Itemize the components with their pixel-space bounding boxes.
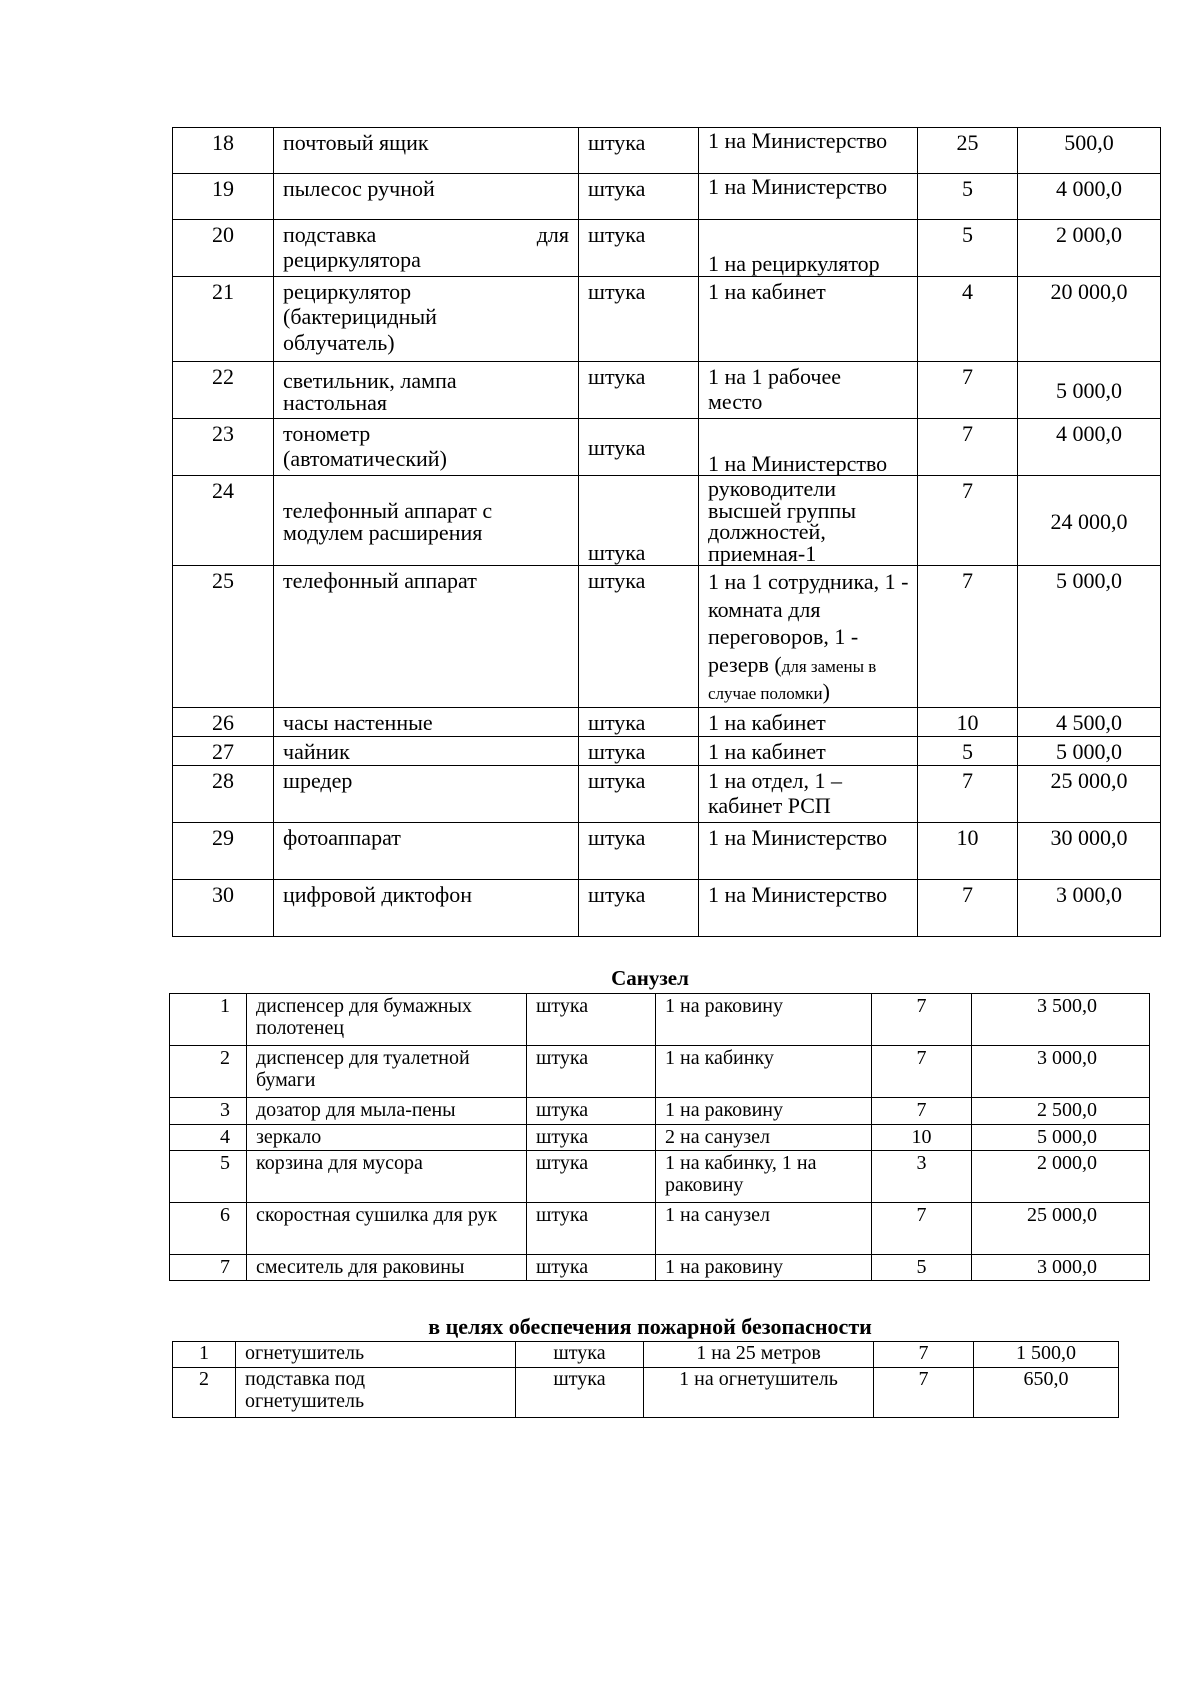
item-norm: 1 на кабинет	[699, 708, 918, 737]
item-price: 3 000,0	[1018, 880, 1161, 937]
table-row	[173, 766, 1161, 823]
item-price: 2 000,0	[1018, 220, 1161, 277]
item-price: 25 000,0	[972, 1203, 1150, 1255]
item-price: 30 000,0	[1018, 823, 1161, 880]
item-service-years: 25	[918, 128, 1018, 174]
item-unit: штука	[579, 419, 699, 476]
item-service-years: 7	[872, 1098, 972, 1125]
item-unit: штука	[579, 277, 699, 362]
item-unit: штука	[579, 566, 699, 708]
item-norm: 1 на Министерство	[699, 174, 918, 220]
item-norm: 1 на Министерство	[699, 419, 918, 476]
item-price: 5 000,0	[1018, 362, 1161, 419]
table-row	[170, 1203, 1150, 1255]
item-service-years: 7	[874, 1342, 974, 1368]
item-name: тонометр (автоматический)	[274, 419, 579, 476]
item-service-years: 10	[918, 708, 1018, 737]
item-norm	[699, 566, 918, 708]
item-service-years: 7	[872, 994, 972, 1046]
item-unit: штука	[527, 1151, 656, 1203]
table-row	[173, 1342, 1119, 1368]
item-service-years: 5	[872, 1255, 972, 1281]
item-name: огнетушитель	[236, 1342, 516, 1368]
section-title-sanuzel: Санузел	[611, 966, 689, 990]
item-service-years: 10	[872, 1125, 972, 1151]
item-service-years: 10	[918, 823, 1018, 880]
item-service-years: 7	[918, 766, 1018, 823]
item-norm: 1 на Министерство	[699, 880, 918, 937]
table-row	[173, 277, 1161, 362]
item-unit: штука	[579, 174, 699, 220]
section-title-fire-safety: в целях обеспечения пожарной безопасности	[428, 1314, 872, 1339]
item-service-years: 3	[872, 1151, 972, 1203]
item-unit: штука	[516, 1368, 644, 1418]
item-price: 3 000,0	[972, 1046, 1150, 1098]
item-name: подставка под огнетушитель	[236, 1368, 516, 1418]
item-unit: штука	[579, 220, 699, 277]
item-name: дозатор для мыла-пены	[247, 1098, 527, 1125]
item-norm: 1 на отдел, 1 – кабинет РСП	[699, 766, 918, 823]
item-price: 20 000,0	[1018, 277, 1161, 362]
table-row	[173, 880, 1161, 937]
item-norm: 1 на Министерство	[699, 128, 918, 174]
item-norm: 1 на 25 метров	[644, 1342, 874, 1368]
item-name-word: для	[536, 222, 569, 247]
item-name: скоростная сушилка для рук	[247, 1203, 527, 1255]
table-row	[173, 737, 1161, 766]
item-service-years: 7	[918, 566, 1018, 708]
item-unit: штука	[579, 823, 699, 880]
item-name: пылесос ручной	[274, 174, 579, 220]
item-service-years: 7	[872, 1046, 972, 1098]
item-unit: штука	[527, 1098, 656, 1125]
item-unit: штука	[527, 1125, 656, 1151]
item-price: 25 000,0	[1018, 766, 1161, 823]
item-norm: руководители высшей группы должностей, приемная-1	[699, 476, 918, 566]
item-service-years: 7	[918, 880, 1018, 937]
item-price: 4 000,0	[1018, 419, 1161, 476]
item-unit: штука	[516, 1342, 644, 1368]
table-row	[173, 708, 1161, 737]
item-norm: 1 на раковину	[656, 1255, 872, 1281]
item-name: диспенсер для бумажных полотенец	[247, 994, 527, 1046]
item-norm: 2 на санузел	[656, 1125, 872, 1151]
item-price: 4 000,0	[1018, 174, 1161, 220]
row-number: 24	[173, 476, 274, 566]
item-service-years: 4	[918, 277, 1018, 362]
item-unit: штука	[579, 880, 699, 937]
item-norm: 1 на кабинку, 1 на раковину	[656, 1151, 872, 1203]
item-name: телефонный аппарат	[274, 566, 579, 708]
table-row	[173, 128, 1161, 174]
item-name-line: рециркулятора	[283, 247, 421, 273]
item-unit: штука	[527, 1046, 656, 1098]
item-service-years: 7	[872, 1203, 972, 1255]
equipment-table	[172, 127, 1161, 937]
item-service-years: 7	[918, 476, 1018, 566]
row-number: 18	[173, 128, 274, 174]
table-row	[173, 566, 1161, 708]
table-row	[173, 174, 1161, 220]
row-number: 1	[173, 1342, 236, 1368]
row-number: 4	[170, 1125, 247, 1151]
item-norm: 1 на раковину	[656, 1098, 872, 1125]
item-norm-text-end: )	[822, 679, 830, 704]
table-row	[173, 823, 1161, 880]
item-service-years: 5	[918, 220, 1018, 277]
item-unit: штука	[579, 128, 699, 174]
item-name: диспенсер для туалетной бумаги	[247, 1046, 527, 1098]
row-number: 26	[173, 708, 274, 737]
item-name: цифровой диктофон	[274, 880, 579, 937]
item-unit: штука	[579, 708, 699, 737]
item-norm: 1 на раковину	[656, 994, 872, 1046]
item-name: шредер	[274, 766, 579, 823]
row-number: 28	[173, 766, 274, 823]
item-name: фотоаппарат	[274, 823, 579, 880]
item-price: 1 500,0	[974, 1342, 1119, 1368]
item-price: 2 500,0	[972, 1098, 1150, 1125]
item-name: телефонный аппарат с модулем расширения	[274, 476, 579, 566]
item-name: чайник	[274, 737, 579, 766]
item-name: зеркало	[247, 1125, 527, 1151]
row-number: 1	[170, 994, 247, 1046]
item-name: почтовый ящик	[274, 128, 579, 174]
item-price: 2 000,0	[972, 1151, 1150, 1203]
item-norm: 1 на кабинет	[699, 737, 918, 766]
table-row	[173, 1368, 1119, 1418]
table-row	[170, 1151, 1150, 1203]
table-row	[173, 419, 1161, 476]
item-unit: штука	[579, 766, 699, 823]
item-price: 500,0	[1018, 128, 1161, 174]
item-name	[274, 220, 579, 277]
table-row	[173, 476, 1161, 566]
row-number: 29	[173, 823, 274, 880]
table-row	[170, 1046, 1150, 1098]
item-price: 5 000,0	[1018, 566, 1161, 708]
item-norm-note: для замены в случае поломки	[708, 656, 877, 703]
item-price: 3 000,0	[972, 1255, 1150, 1281]
table-row	[170, 1098, 1150, 1125]
item-price: 5 000,0	[1018, 737, 1161, 766]
item-name: светильник, лампа настольная	[274, 362, 579, 419]
row-number: 2	[170, 1046, 247, 1098]
item-unit: штука	[579, 737, 699, 766]
table-row	[170, 994, 1150, 1046]
item-unit: штука	[579, 362, 699, 419]
item-service-years: 5	[918, 737, 1018, 766]
row-number: 5	[170, 1151, 247, 1203]
row-number: 22	[173, 362, 274, 419]
item-name: рециркулятор (бактерицидный облучатель)	[274, 277, 579, 362]
row-number: 3	[170, 1098, 247, 1125]
item-norm-text: 1 на 1 сотрудника, 1 - комната для переговоров, 1 - резерв (	[708, 569, 909, 677]
item-norm: 1 на рециркулятор	[699, 220, 918, 277]
row-number: 20	[173, 220, 274, 277]
row-number: 30	[173, 880, 274, 937]
item-name: корзина для мусора	[247, 1151, 527, 1203]
item-norm: 1 на Министерство	[699, 823, 918, 880]
item-norm: 1 на санузел	[656, 1203, 872, 1255]
item-norm: 1 на кабинку	[656, 1046, 872, 1098]
item-service-years: 7	[918, 362, 1018, 419]
item-price: 650,0	[974, 1368, 1119, 1418]
table-row	[173, 362, 1161, 419]
item-service-years: 5	[918, 174, 1018, 220]
row-number: 27	[173, 737, 274, 766]
row-number: 25	[173, 566, 274, 708]
item-unit: штука	[527, 1203, 656, 1255]
item-service-years: 7	[874, 1368, 974, 1418]
item-name: часы настенные	[274, 708, 579, 737]
table-row	[170, 1125, 1150, 1151]
row-number: 6	[170, 1203, 247, 1255]
item-service-years: 7	[918, 419, 1018, 476]
row-number: 23	[173, 419, 274, 476]
row-number: 19	[173, 174, 274, 220]
item-price: 5 000,0	[972, 1125, 1150, 1151]
fire-safety-table	[172, 1341, 1119, 1418]
item-norm: 1 на кабинет	[699, 277, 918, 362]
item-price: 24 000,0	[1018, 476, 1161, 566]
item-name-word: подставка	[283, 222, 377, 247]
row-number: 2	[173, 1368, 236, 1418]
item-norm: 1 на огнетушитель	[644, 1368, 874, 1418]
table-row	[173, 220, 1161, 277]
row-number: 7	[170, 1255, 247, 1281]
item-unit: штука	[579, 476, 699, 566]
item-price: 4 500,0	[1018, 708, 1161, 737]
item-name: смеситель для раковины	[247, 1255, 527, 1281]
table-row	[170, 1255, 1150, 1281]
row-number: 21	[173, 277, 274, 362]
item-norm: 1 на 1 рабочее место	[699, 362, 918, 419]
item-unit: штука	[527, 994, 656, 1046]
item-unit: штука	[527, 1255, 656, 1281]
item-price: 3 500,0	[972, 994, 1150, 1046]
sanuzel-table	[169, 993, 1150, 1281]
